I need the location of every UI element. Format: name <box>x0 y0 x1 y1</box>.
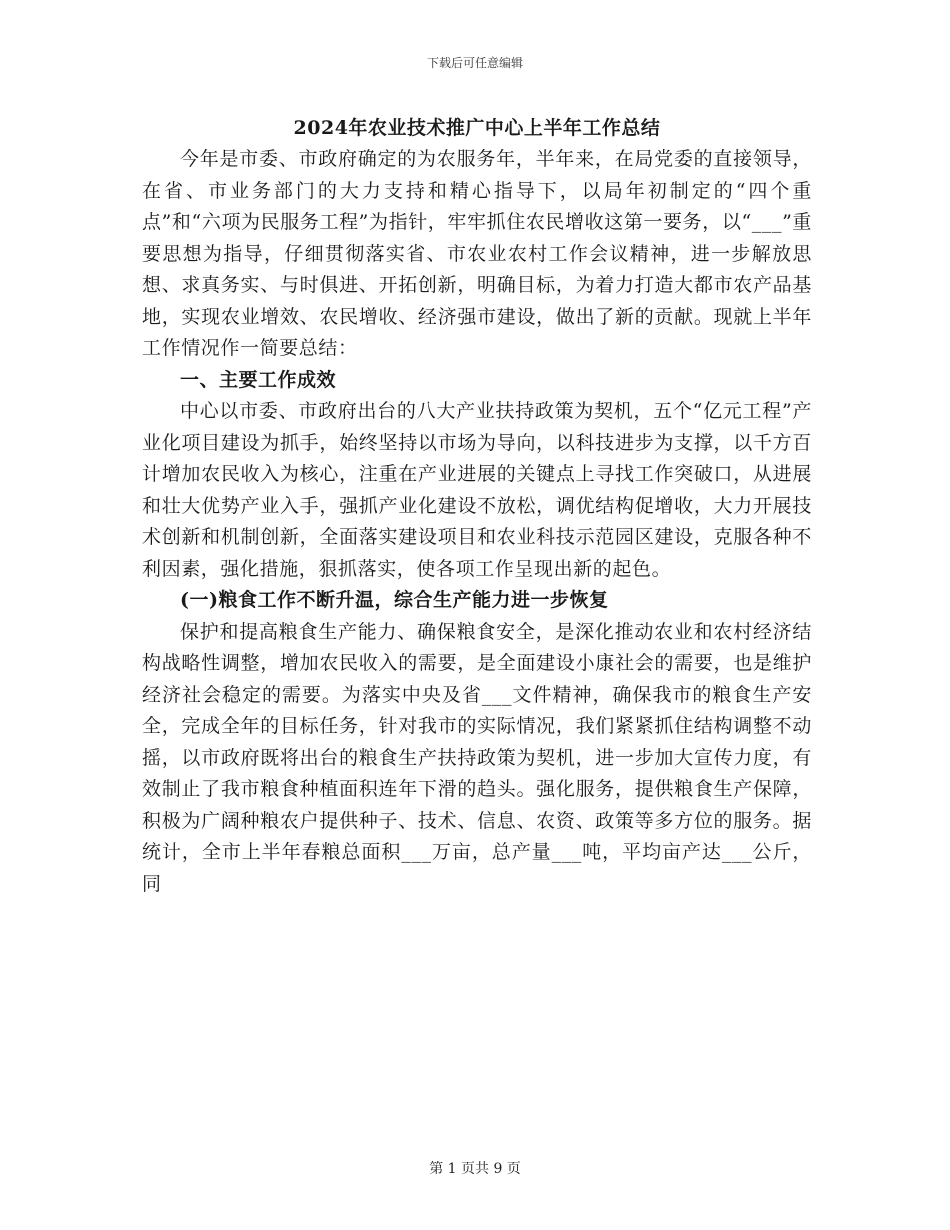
document-body <box>142 112 812 900</box>
intro-paragraph: 今年是市委、市政府确定的为农服务年，半年来，在局党委的直接领导，在省、市业务部门的大力支持和精心指导下，以局年初制定的“四个重点”和“六项为民服务工程”为指针，牢牢抓住农民增收这第一要务，以“___”重要思想为指导，仔细贯彻落实省、市农业农村工作会议精神，进一步解放思想、求真务实、与时俱进、开拓创新，明确目标，为着力打造大都市农产品基地，实现农业增效、农民增收、经济强市建设，做出了新的贡献。现就上半年工作情况作一简要总结： <box>142 148 812 359</box>
document-title: 2024年农业技术推广中心上半年工作总结 <box>293 117 661 139</box>
subsection-paragraph-grain: 保护和提高粮食生产能力、确保粮食安全，是深化推动农业和农村经济结构战略性调整，增加农民收入的需要，是全面建设小康社会的需要，也是维护经济社会稳定的需要。为落实中央及省___文件精神，确保我市的粮食生产安全，完成全年的目标任务，针对我市的实际情况，我们紧紧抓住结构调整不动摇，以市政府既将出台的粮食生产扶持政策为契机，进一步加大宣传力度，有效制止了我市粮食种植面积连年下滑的趋头。强化服务，提供粮食生产保障，积极为广阔种粮农户提供种子、技术、信息、农资、政策等多方位的服务。据统计，全市上半年春粮总面积___万亩，总产量___吨，平均亩产达___公斤，同 <box>142 620 812 895</box>
page-header-note: 下载后可任意编辑 <box>426 56 523 70</box>
section-paragraph-main-results: 中心以市委、市政府出台的八大产业扶持政策为契机，五个“亿元工程”产业化项目建设为抓手，始终坚持以市场为导向，以科技进步为支撑，以千方百计增加农民收入为核心，注重在产业进展的关键点上寻找工作突破口，从进展和壮大优势产业入手，强抓产业化建设不放松，调优结构促增收，大力开展技术创新和机制创新，全面落实建设项目和农业科技示范园区建设，克服各种不利因素，强化措施，狠抓落实，使各项工作呈现出新的起色。 <box>142 400 812 580</box>
page-footer: 第 1 页共 9 页 <box>429 1161 521 1177</box>
subsection-heading-grain: (一)粮食工作不断升温，综合生产能力进一步恢复 <box>180 589 609 611</box>
section-heading-main-results: 一、主要工作成效 <box>180 368 337 391</box>
